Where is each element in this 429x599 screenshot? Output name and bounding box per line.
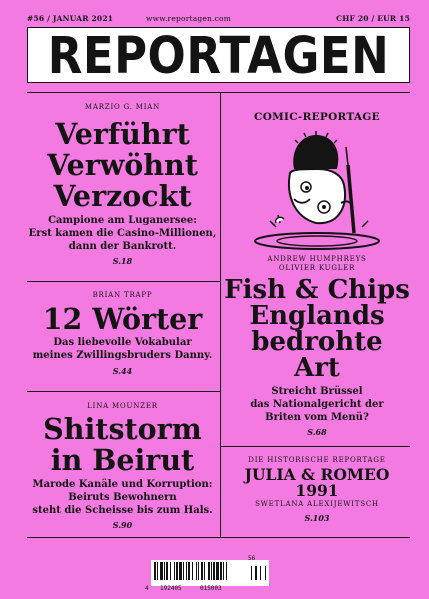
left-rule-2 — [27, 391, 220, 392]
teaser: Campione am Luganersee: Erst kamen die Casino-Millionen, dann der Bankrott. — [28, 215, 217, 252]
barcode — [151, 560, 269, 586]
teaser: Streicht Brüssel das Nationalgericht der Briten vom Menü? — [250, 386, 384, 423]
headline: JULIA & ROMEO 1991 — [244, 465, 390, 500]
section-label: DIE HISTORISCHE REPORTAGE — [248, 456, 386, 464]
cartoon-guardsman-fish-icon — [224, 129, 410, 253]
teaser: Marode Kanäle und Korruption: Beiruts Bewohnern steht die Scheisse bis zum Hals. — [32, 479, 213, 516]
story-trapp[interactable] — [27, 291, 218, 376]
teaser: Das liebevolle Vokabular meines Zwillingsbruders Danny. — [32, 337, 213, 361]
author-name: BRIAN TRAPP — [92, 291, 153, 299]
page-number: S.18 — [112, 256, 133, 267]
author-name: MARZIO G. MIAN — [84, 103, 161, 111]
bottom-rule — [27, 537, 410, 538]
barcode-left-digits: 192405 — [160, 585, 182, 592]
left-rule-1 — [27, 281, 220, 282]
headline: Shitstorm in Beirut — [43, 412, 202, 477]
section-label: COMIC-REPORTAGE — [254, 111, 380, 123]
headline: Fish & Chips Englands bedrohte Art — [224, 275, 410, 383]
magazine-title: REPORTAGEN — [47, 25, 390, 85]
author-name: SWETLANA ALEXIJEWITSCH — [255, 499, 379, 508]
barcode-addon-digits: 56 — [248, 555, 256, 562]
headline: Verführt Verwöhnt Verzockt — [47, 117, 198, 213]
headline: 12 Wörter — [42, 302, 203, 336]
page-number: S.90 — [112, 520, 133, 531]
barcode-right-digits: 015003 — [200, 585, 222, 592]
story-historic[interactable] — [224, 456, 410, 523]
issue-number: #56 / JANUAR 2021 — [27, 14, 114, 23]
column-divider — [220, 92, 221, 537]
page-number: S.68 — [307, 427, 327, 438]
price: CHF 20 / EUR 15 — [336, 14, 410, 23]
top-rule — [27, 92, 410, 93]
page-number: S.44 — [112, 365, 133, 376]
website: www.reportagen.com — [146, 14, 232, 23]
story-mian[interactable] — [27, 103, 218, 266]
story-comic[interactable] — [224, 111, 410, 437]
barcode-lead-digit: 4 — [145, 585, 149, 592]
story-mounzer[interactable] — [27, 402, 218, 530]
author-names: ANDREW HUMPHREYS OLIVIER KUGLER — [267, 255, 367, 272]
author-name: LINA MOUNZER — [87, 402, 158, 410]
page-number: S.103 — [304, 512, 330, 523]
masthead — [27, 27, 410, 83]
right-rule — [220, 446, 410, 447]
barcode-bars — [151, 560, 269, 580]
